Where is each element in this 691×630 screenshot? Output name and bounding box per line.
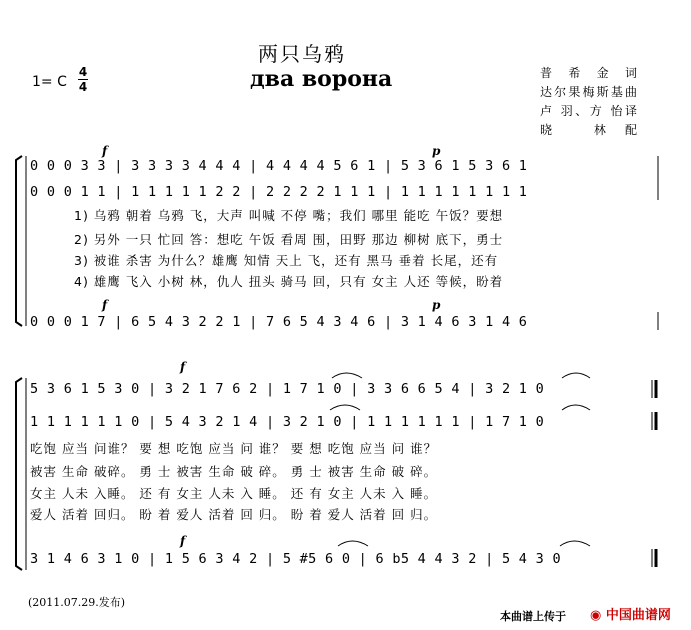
song-title-russian: два ворона (250, 66, 393, 92)
logo-icon: ◉ (590, 608, 602, 623)
credit-translator: 卢 羽、方 怡译 (540, 104, 638, 118)
staff-middle-voice-2: 1 1 1 1 1 1 0 | 5 4 3 2 1 4 | 3 2 1 0 | 1 1 1 1 1 1 | 1 7 1 0 (30, 414, 545, 430)
lyric-verse-2: 2) 另外 一只 忙回 答：想吃 午饭 看周 围，田野 那边 柳树 底下，勇士 (74, 232, 504, 247)
site-name: 中国曲谱网 (605, 608, 671, 623)
staff-upper-voice-2: 5 3 6 1 5 3 0 | 3 2 1 7 6 2 | 1 7 1 0 | 3 3 6 6 5 4 | 3 2 1 0 (30, 381, 545, 397)
song-title-chinese: 两只乌鸦 (258, 42, 346, 66)
staff-bass-voice-2: 3 1 4 6 3 1 0 | 1 5 6 3 4 2 | 5 #5 6 0 | 6 b5 4 4 3 2 | 5 4 3 0 (30, 551, 561, 567)
dynamic-piano: p (432, 144, 441, 158)
staff-bass-voice: 0 0 0 1 7 | 6 5 4 3 2 2 1 | 7 6 5 4 3 4 6 | 3 1 4 6 3 1 4 6 (30, 314, 528, 330)
lyric-verse-4-system2: 爱人 活着 回归。 盼 着 爱人 活着 回 归。 盼 着 爱人 活着 回 归。 (30, 507, 438, 522)
dynamic-forte-bass-system2: f (180, 534, 186, 548)
site-logo[interactable] (590, 604, 671, 623)
lyric-verse-2-system2: 被害 生命 破碎。 勇 士 被害 生命 破 碎。 勇 士 被害 生命 破 碎。 (30, 464, 438, 479)
upload-note: 本曲谱上传于 (500, 610, 566, 623)
publish-date: (2011.07.29.发布) (28, 596, 126, 609)
lyric-verse-3-system2: 女主 人未 入睡。 还 有 女主 人未 入 睡。 还 有 女主 人未 入 睡。 (30, 486, 438, 501)
dynamic-forte: f (102, 144, 108, 158)
lyric-verse-1: 1) 乌鸦 朝着 乌鸦 飞，大声 叫喊 不停 嘴；我们 哪里 能吃 午饭？要想 (74, 208, 504, 223)
key-signature: 1= C (32, 74, 67, 90)
lyric-verse-1-system2: 吃饱 应当 问谁？ 要 想 吃饱 应当 问 谁？ 要 想 吃饱 应当 问 谁？ (30, 441, 438, 456)
credit-composer: 达尔果梅斯基曲 (540, 85, 638, 99)
staff-upper-voice: 0 0 0 3 3 | 3 3 3 3 4 4 4 | 4 4 4 4 5 6 1 | 5 3 6 1 5 3 6 1 (30, 158, 528, 174)
dynamic-piano-bass: p (432, 298, 441, 312)
lyric-verse-4: 4) 雄鹰 飞入 小树 林，仇人 扭头 骑马 回，只有 女主 人还 等候，盼着 (74, 274, 504, 289)
credit-arranger: 晓 林配 (540, 123, 638, 137)
dynamic-forte-bass: f (102, 298, 108, 312)
dynamic-forte-system2: f (180, 360, 186, 374)
credit-lyricist: 普 希 金 词 (540, 66, 638, 80)
meter-top: 4 (78, 65, 88, 79)
meter-bottom: 4 (78, 80, 88, 94)
lyric-verse-3: 3) 被谁 杀害 为什么？雄鹰 知情 天上 飞，还有 黑马 垂着 长尾，还有 (74, 253, 499, 268)
staff-middle-voice: 0 0 0 1 1 | 1 1 1 1 1 2 2 | 2 2 2 2 1 1 1 | 1 1 1 1 1 1 1 1 (30, 184, 528, 200)
